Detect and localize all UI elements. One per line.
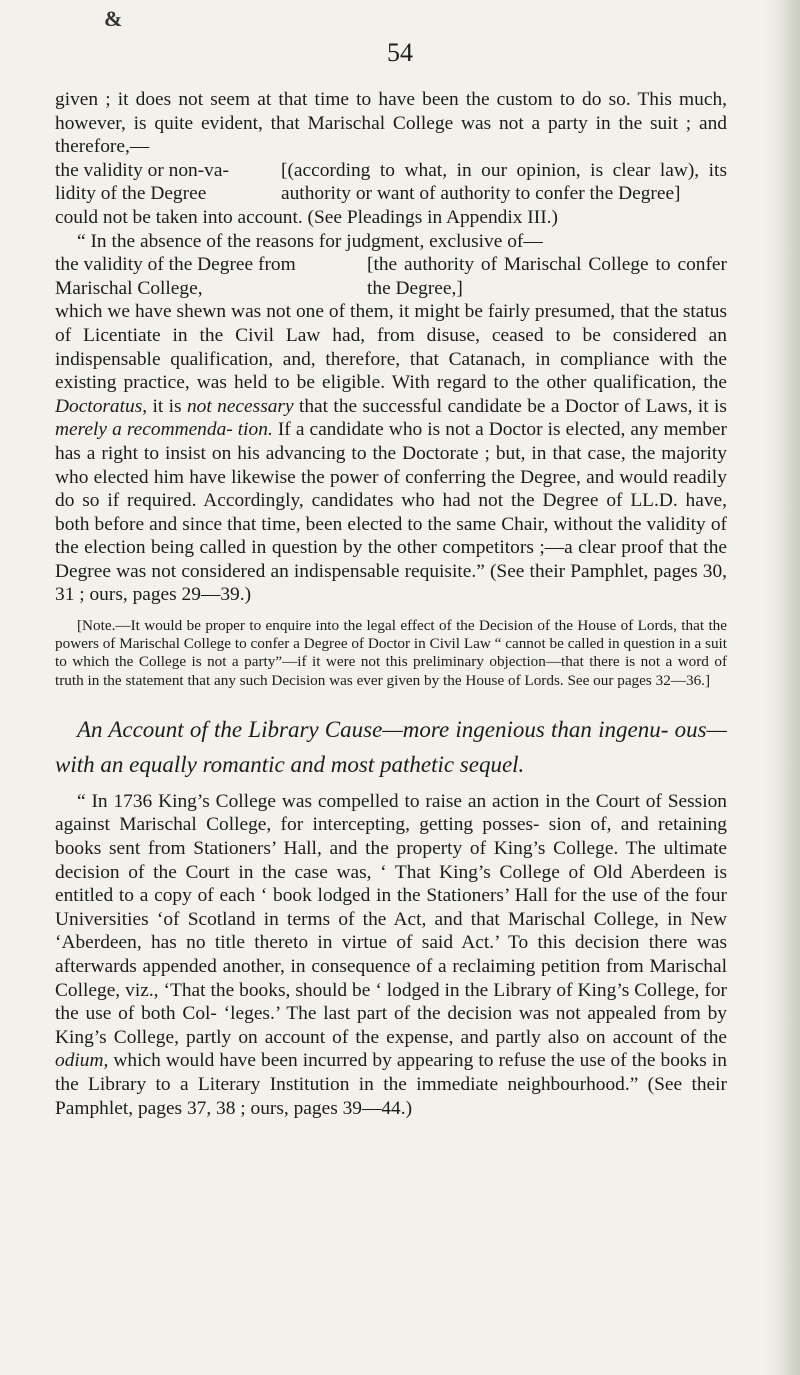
corner-mark: & (104, 6, 123, 31)
section-heading: An Account of the Library Cause—more ingenious than ingenu- ous—with an equally romantic and most pathetic sequel. (55, 716, 727, 777)
paragraph-4-italic-recommendation: merely a recommenda- tion. (55, 419, 273, 441)
bracket-block-1-right: [(according to what, in our opinion, is clear law), its authority or want of authority to confer the Degree] (281, 159, 727, 205)
bracket-block-2-left: the validity of the Degree from Marischal College, (55, 254, 296, 299)
paragraph-4-text-d: If a candidate who is not a Doctor is elected, any member has a right to insist on his advancing to the Doctorate ; but, in that case, the majority who elected him have likewise the power of conferring the Degree, and would readily do so if required. Accordingly, candidates who had not the Degree of LL.D. have, both before and since that time, been elected to the same Chair, without the validity of the election being called in question by the other competitors ;—a clear proof that the Degree was not considered an indispensable requisite.” (See their Pamphlet, pages 30, 31 ; ours, pages 29—39.) (55, 419, 727, 606)
page-number: 54 (387, 38, 413, 67)
bracket-block-1 (55, 159, 727, 206)
paragraph-4-text-b: , it is (142, 395, 187, 417)
paragraph-4-text-a: which we have shewn was not one of them, it might be fairly presumed, that the status of Licentiate in the Civil Law had, from disuse, ceased to be considered an indispensable qualification, and, therefore, that Catanach, in compliance with the existing practice, was held to be eligible. With regard to the other qualification, the (55, 301, 727, 394)
paragraph-5 (55, 790, 727, 1120)
paragraph-5-text-a: “ In 1736 King’s College was compelled to raise an action in the Court of Session against Marischal College, for intercepting, getting posses- sion of, and retaining books sent from Stationers’ Hall, and the property of King’s College. The ultimate decision of the Court in the case was, ‘ That King’s College of Old Aberdeen is entitled to a copy of each ‘ book lodged in the Stationers’ Hall for the use of the four Universities ‘of Scotland in terms of the Act, and that Marischal College, in New ‘Aberdeen, has no title thereto in virtue of said Act.’ To this decision there was afterwards appended another, in consequence of a reclaiming petition from Marischal College, viz., ‘That the books, should be ‘ lodged in the Library of King’s College, for the use of both Col- ‘leges.’ The last part of the decision was not appealed from by King’s College, partly on account of the expense, and partly also on account of the (55, 790, 727, 1048)
bracket-block-1-left: the validity or non-va- lidity of the Degree (55, 159, 229, 205)
paragraph-4-italic-doctoratus: Doctoratus (55, 395, 143, 417)
paragraph-4 (55, 300, 727, 607)
paragraph-1: given ; it does not seem at that time to have been the custom to do so. This much, however, is quite evident, that Marischal College was not a party in the suit ; and therefore,— (55, 89, 727, 158)
paragraph-5-text-b: which would have been incurred by appearing to refuse the use of the books in the Library to a Literary Institution in the immediate neighbourhood.” (See their Pamphlet, pages 37, 38 ; ours, pages 39—44.) (55, 1050, 727, 1119)
paragraph-2: could not be taken into account. (See Pleadings in Appendix III.) (55, 206, 558, 228)
bracket-block-2-right: [the authority of Marischal College to confer the Degree,] (367, 254, 727, 299)
bracket-block-2 (55, 253, 727, 300)
paragraph-3: “ In the absence of the reasons for judgment, exclusive of— (77, 230, 543, 252)
paragraph-4-italic-not-necessary: not necessary (186, 395, 294, 417)
paragraph-4-text-c: that the successful candidate be a Doctor of Laws, it is (293, 395, 727, 417)
paragraph-5-italic-odium: odium, (55, 1050, 109, 1072)
page-body (55, 88, 727, 1120)
footnote: [Note.—It would be proper to enquire into the legal effect of the Decision of the House of Lords, that the powers of Marischal College to confer a Degree of Doctor in Civil Law “ cannot be called in question in a suit to which the College is not a party”—if it were not this preliminary objection—that there is not a word of truth in the statement that any such Decision was ever given by the House of Lords. See our pages 32—36.] (55, 617, 727, 689)
page-edge-shadow (764, 0, 800, 1375)
